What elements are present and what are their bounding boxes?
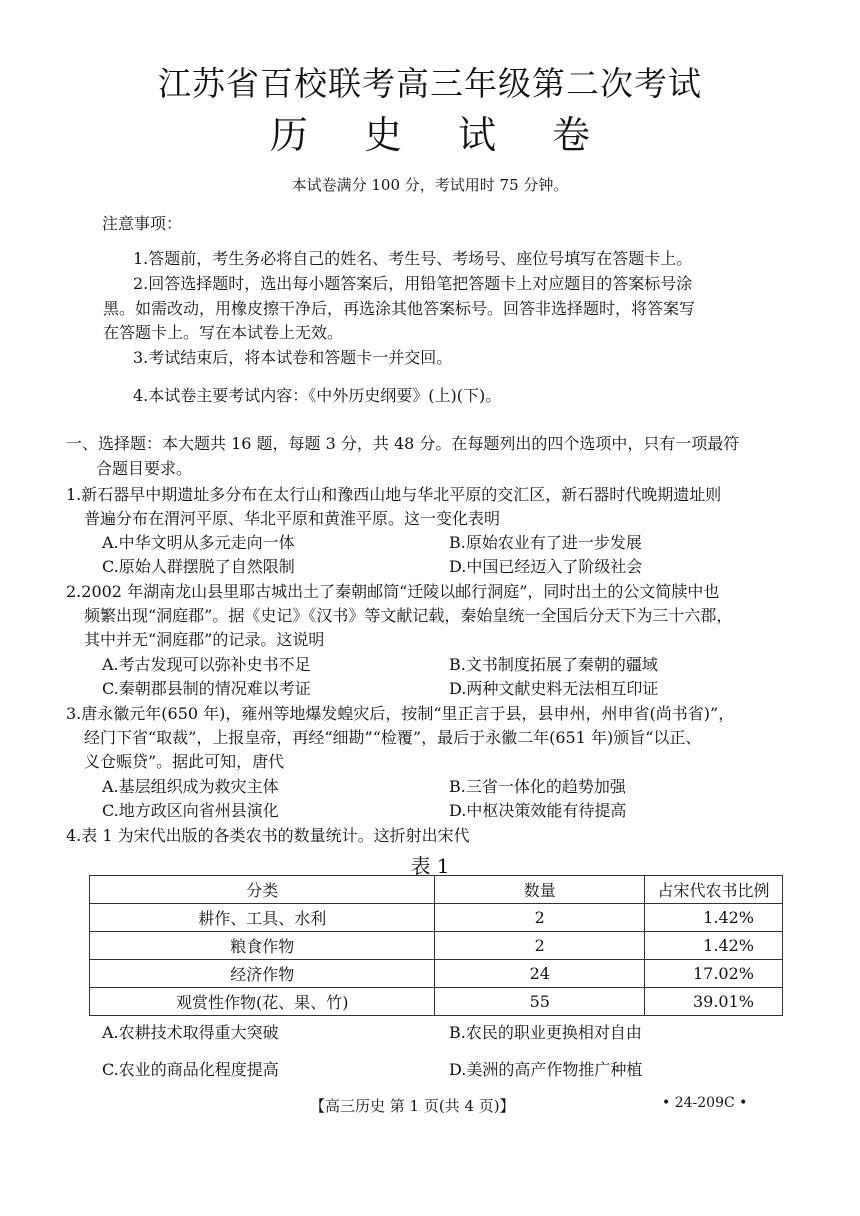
question-2-option-a: A.考古发现可以弥补史书不足 [102, 655, 311, 674]
table-cell-ratio: 1.42% [645, 932, 783, 960]
table-cell-ratio: 39.01% [645, 988, 783, 1016]
table-row [90, 960, 783, 988]
table-header-row [90, 876, 783, 904]
question-1-option-a: A.中华文明从多元走向一体 [102, 533, 295, 552]
page-footer-label: 【高三历史 第 1 页(共 4 页)】 [310, 1097, 515, 1115]
table-header-category: 分类 [90, 876, 435, 904]
question-4-stem: 4.表 1 为宋代出版的各类农书的数量统计。这折射出宋代 [66, 826, 470, 845]
agri-books-table [89, 875, 783, 1016]
table-row [90, 932, 783, 960]
question-1-option-c: C.原始人群摆脱了自然限制 [102, 557, 295, 576]
note-line: 1.答题前，考生务必将自己的姓名、考生号、考场号、座位号填写在答题卡上。 [133, 249, 693, 268]
table-cell-category: 耕作、工具、水利 [90, 904, 435, 932]
note-line: 在答题卡上。写在本试卷上无效。 [103, 323, 344, 342]
note-line: 黑。如需改动，用橡皮擦干净后，再选涂其他答案标号。回答非选择题时，将答案写 [103, 299, 696, 318]
question-4-option-d: D.美洲的高产作物推广种植 [449, 1060, 643, 1079]
section-heading: 一、选择题：本大题共 16 题，每题 3 分，共 48 分。在每题列出的四个选项中，只有一项最符 [66, 434, 740, 453]
exam-subject-title: 历 史 试 卷 [269, 113, 613, 157]
question-2-stem: 其中并无“洞庭郡”的记录。这说明 [84, 630, 325, 649]
exam-info: 本试卷满分 100 分，考试用时 75 分钟。 [291, 176, 569, 194]
table-header-ratio: 占宋代农书比例 [645, 876, 783, 904]
table-cell-category: 粮食作物 [90, 932, 435, 960]
question-3-option-b: B.三省一体化的趋势加强 [449, 777, 626, 796]
table-cell-category: 经济作物 [90, 960, 435, 988]
table-cell-count: 2 [435, 904, 645, 932]
question-2-stem: 2.2002 年湖南龙山县里耶古城出土了秦朝邮筒“迁陵以邮行洞庭”，同时出土的公文简牍中也 [66, 582, 720, 601]
question-2-stem: 频繁出现“洞庭郡”。据《史记》《汉书》等文献记载，秦始皇统一全国后分天下为三十六郡， [84, 606, 733, 625]
question-1-stem: 普遍分布在渭河平原、华北平原和黄淮平原。这一变化表明 [84, 509, 501, 528]
table-cell-ratio: 1.42% [645, 904, 783, 932]
question-1-option-d: D.中国已经迈入了阶级社会 [449, 557, 643, 576]
question-1-option-b: B.原始农业有了进一步发展 [449, 533, 642, 552]
note-line: 3.考试结束后，将本试卷和答题卡一并交回。 [133, 348, 453, 367]
table-caption: 表 1 [410, 854, 450, 878]
question-2-option-d: D.两种文献史料无法相互印证 [449, 679, 659, 698]
exam-title: 江苏省百校联考高三年级第二次考试 [158, 64, 702, 103]
table-header-count: 数量 [435, 876, 645, 904]
question-2-option-b: B.文书制度拓展了秦朝的疆域 [449, 655, 658, 674]
paper-code: • 24-209C • [662, 1095, 748, 1111]
section-heading-cont: 合题目要求。 [96, 459, 193, 478]
question-3-option-c: C.地方政区向省州县演化 [102, 801, 279, 820]
question-4-option-c: C.农业的商品化程度提高 [102, 1060, 279, 1079]
table-cell-count: 55 [435, 988, 645, 1016]
question-4-option-a: A.农耕技术取得重大突破 [102, 1023, 279, 1042]
table-cell-ratio: 17.02% [645, 960, 783, 988]
note-line: 4.本试卷主要考试内容：《中外历史纲要》(上)(下)。 [133, 386, 502, 405]
table-cell-count: 2 [435, 932, 645, 960]
question-3-stem: 义仓赈贷”。据此可知，唐代 [84, 752, 285, 771]
note-line: 2.回答选择题时，选出每小题答案后，用铅笔把答题卡上对应题目的答案标号涂 [133, 274, 693, 293]
question-1-stem: 1.新石器早中期遗址多分布在太行山和豫西山地与华北平原的交汇区，新石器时代晚期遗址则 [66, 485, 722, 504]
notes-heading: 注意事项： [102, 214, 183, 233]
table-cell-count: 24 [435, 960, 645, 988]
question-3-stem: 3.唐永徽元年(650 年)，雍州等地爆发蝗灾后，按制“里正言于县，县申州，州申省(尚书省)”， [66, 704, 735, 723]
table-row [90, 988, 783, 1016]
question-3-option-a: A.基层组织成为救灾主体 [102, 777, 279, 796]
table-row [90, 904, 783, 932]
question-4-option-b: B.农民的职业更换相对自由 [449, 1023, 642, 1042]
table-cell-category: 观赏性作物(花、果、竹) [90, 988, 435, 1016]
question-2-option-c: C.秦朝郡县制的情况难以考证 [102, 679, 311, 698]
question-3-option-d: D.中枢决策效能有待提高 [449, 801, 627, 820]
question-3-stem: 经门下省“取裁”，上报皇帝，再经“细勘”“检覆”，最后于永徽二年(651 年)颁旨“以正、 [84, 728, 702, 747]
